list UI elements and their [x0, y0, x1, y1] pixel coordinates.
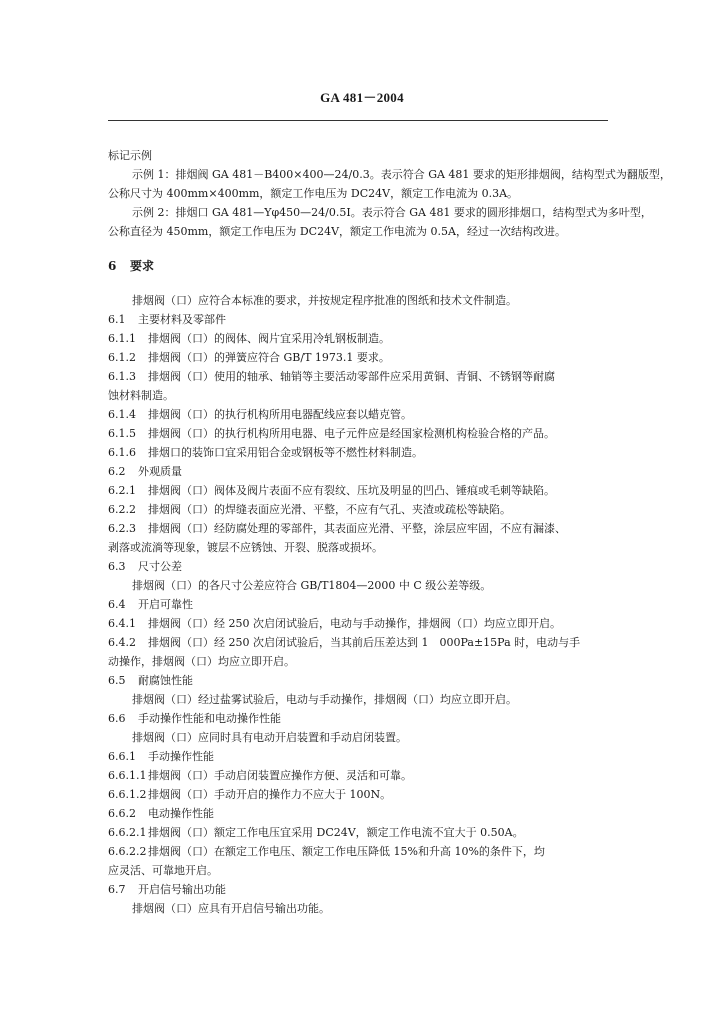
clause — [108, 576, 618, 595]
clause-line — [108, 462, 618, 481]
clause-line — [108, 310, 618, 329]
clause-line — [108, 348, 618, 367]
clause-number: 6.1.4 — [108, 408, 136, 421]
clause — [108, 595, 618, 614]
clause-text: 排烟阀（口）应具有开启信号输出功能。 — [132, 902, 330, 915]
clause-text: 排烟阀（口）经过盐雾试验后，电动与手动操作，排烟阀（口）均应立即开启。 — [132, 693, 517, 706]
clause-line — [108, 405, 618, 424]
clause-number: 6.4 — [108, 598, 126, 611]
clause-line — [108, 728, 618, 747]
clause-line — [108, 576, 618, 595]
clause — [108, 880, 618, 899]
clause-line — [108, 804, 618, 823]
clause-number: 6.2.1 — [108, 484, 136, 497]
marking-example-2-line-1: 示例 2：排烟口 GA 481—Yφ450—24/0.5I。表示符合 GA 481 要求的圆形排烟口，结构型式为多叶型， — [132, 206, 652, 219]
clause-number: 6.6.1.2 — [108, 788, 147, 801]
clause — [108, 329, 618, 348]
clause-number: 6.6.1 — [108, 750, 136, 763]
clause-line — [108, 842, 618, 861]
clause-number: 6.2.3 — [108, 522, 136, 535]
clause-text: 蚀材料制造。 — [108, 389, 174, 402]
marking-example-1-line-2: 公称尺寸为 400mm×400mm，额定工作电压为 DC24V，额定工作电流为 0.3A。 — [108, 187, 519, 200]
clause-line — [108, 329, 618, 348]
clause-text: 排烟阀（口）经 250 次启闭试验后，电动与手动操作，排烟阀（口）均应立即开启。 — [148, 617, 561, 630]
clause-text: 电动操作性能 — [148, 807, 214, 820]
clause — [108, 443, 618, 462]
clause-text: 排烟阀（口）应同时具有电动开启装置和手动启闭装置。 — [132, 731, 407, 744]
clause-text: 排烟阀（口）的阀体、阀片宜采用冷轧钢板制造。 — [148, 332, 390, 345]
clause-line — [108, 633, 618, 652]
clause-number: 6.1.5 — [108, 427, 136, 440]
clause-number: 6.1.1 — [108, 332, 136, 345]
clause-line — [108, 823, 618, 842]
clause-line — [108, 671, 618, 690]
clause-number: 6.4.2 — [108, 636, 136, 649]
clause — [108, 842, 618, 880]
clause-line — [108, 766, 618, 785]
clause-text: 排烟阀（口）在额定工作电压、额定工作电压降低 15%和升高 10%的条件下，均 — [148, 845, 545, 858]
clause-text: 开启可靠性 — [138, 598, 193, 611]
document-code-header: GA 481－2004 — [320, 90, 404, 105]
clause-number: 6.1.3 — [108, 370, 136, 383]
clause-number: 6.1.2 — [108, 351, 136, 364]
marking-example-2-line-2: 公称直径为 450mm，额定工作电压为 DC24V，额定工作电流为 0.5A，经过一次结构改进。 — [108, 225, 566, 238]
clause-number: 6.6.1.1 — [108, 769, 147, 782]
marking-example-2 — [108, 203, 652, 241]
clause-line — [108, 443, 618, 462]
marking-example-1 — [108, 165, 671, 203]
marking-example-1-line-1: 示例 1：排烟阀 GA 481－B400×400—24/0.3。表示符合 GA 481 要求的矩形排烟阀，结构型式为翻版型， — [132, 168, 671, 181]
clause — [108, 823, 618, 842]
section-6-number: 6 — [108, 259, 117, 273]
clause — [108, 747, 618, 766]
header-divider — [108, 120, 608, 121]
clause-line — [108, 519, 618, 538]
clause-text: 应灵活、可靠地开启。 — [108, 864, 218, 877]
clause-text: 手动操作性能 — [148, 750, 214, 763]
clause — [108, 367, 618, 405]
clause-list — [108, 310, 618, 918]
clause-number: 6.2 — [108, 465, 126, 478]
clause — [108, 766, 618, 785]
clause — [108, 785, 618, 804]
clause-text: 主要材料及零部件 — [138, 313, 226, 326]
clause-line — [108, 899, 618, 918]
clause-text: 排烟阀（口）的焊缝表面应光滑、平整，不应有气孔、夹渣或疏松等缺陷。 — [148, 503, 511, 516]
clause-line — [108, 785, 618, 804]
clause — [108, 348, 618, 367]
clause-text: 排烟阀（口）手动开启的操作力不应大于 100N。 — [148, 788, 392, 801]
clause-text: 排烟阀（口）经防腐处理的零部件，其表面应光滑、平整，涂层应牢固，不应有漏漆、 — [148, 522, 566, 535]
clause-number: 6.1 — [108, 313, 126, 326]
clause-text: 外观质量 — [138, 465, 182, 478]
section-6-title: 要求 — [130, 259, 155, 273]
clause-continuation-line — [108, 861, 618, 880]
clause-text: 耐腐蚀性能 — [138, 674, 193, 687]
section-6-heading — [108, 257, 618, 276]
clause — [108, 614, 618, 633]
clause-line — [108, 367, 618, 386]
clause-text: 排烟阀（口）的弹簧应符合 GB/T 1973.1 要求。 — [148, 351, 390, 364]
clause-line — [108, 481, 618, 500]
clause-number: 6.7 — [108, 883, 126, 896]
clause — [108, 519, 618, 557]
clause-line — [108, 424, 618, 443]
clause — [108, 481, 618, 500]
clause-continuation-line — [108, 538, 618, 557]
clause-number: 6.5 — [108, 674, 126, 687]
clause — [108, 500, 618, 519]
clause — [108, 899, 618, 918]
clause-continuation-line — [108, 652, 618, 671]
clause — [108, 405, 618, 424]
clause-line — [108, 614, 618, 633]
clause-number: 6.3 — [108, 560, 126, 573]
clause-number: 6.6 — [108, 712, 126, 725]
clause — [108, 462, 618, 481]
clause-text: 排烟口的装饰口宜采用铝合金或钢板等不燃性材料制造。 — [148, 446, 423, 459]
clause-line — [108, 880, 618, 899]
clause — [108, 690, 618, 709]
clause — [108, 424, 618, 443]
clause — [108, 633, 618, 671]
clause-line — [108, 747, 618, 766]
clause-text: 开启信号输出功能 — [138, 883, 226, 896]
clause-text: 尺寸公差 — [138, 560, 182, 573]
clause — [108, 671, 618, 690]
clause-text: 手动操作性能和电动操作性能 — [138, 712, 281, 725]
clause-line — [108, 690, 618, 709]
document-body — [108, 146, 671, 918]
clause-continuation-line — [108, 386, 618, 405]
clause-text: 排烟阀（口）阀体及阀片表面不应有裂纹、压坑及明显的凹凸、锤痕或毛刺等缺陷。 — [148, 484, 555, 497]
clause — [108, 709, 618, 728]
section-6-intro: 排烟阀（口）应符合本标准的要求，并按规定程序批准的图纸和技术文件制造。 — [132, 294, 517, 307]
clause-text: 排烟阀（口）额定工作电压宜采用 DC24V，额定工作电流不宜大于 0.50A。 — [148, 826, 524, 839]
clause-text: 排烟阀（口）的执行机构所用电器配线应套以蜡克管。 — [148, 408, 412, 421]
clause-number: 6.1.6 — [108, 446, 136, 459]
clause-number: 6.2.2 — [108, 503, 136, 516]
clause — [108, 557, 618, 576]
clause-number: 6.6.2 — [108, 807, 136, 820]
marking-heading: 标记示例 — [108, 149, 152, 162]
clause-text: 排烟阀（口）的执行机构所用电器、电子元件应是经国家检测机构检验合格的产品。 — [148, 427, 555, 440]
clause — [108, 804, 618, 823]
clause-text: 动操作，排烟阀（口）均应立即开启。 — [108, 655, 295, 668]
clause-text: 排烟阀（口）手动启闭装置应操作方便、灵活和可靠。 — [148, 769, 412, 782]
clause — [108, 728, 618, 747]
clause-text: 排烟阀（口）的各尺寸公差应符合 GB/T1804—2000 中 C 级公差等级。 — [132, 579, 492, 592]
clause-text: 排烟阀（口）经 250 次启闭试验后，当其前后压差达到 1 000Pa±15Pa 时，电动与手 — [148, 636, 581, 649]
clause-number: 6.4.1 — [108, 617, 136, 630]
clause-line — [108, 709, 618, 728]
clause-text: 剥落或流淌等现象，镀层不应锈蚀、开裂、脱落或损坏。 — [108, 541, 383, 554]
clause-number: 6.6.2.1 — [108, 826, 147, 839]
clause-line — [108, 500, 618, 519]
clause-text: 排烟阀（口）使用的轴承、轴销等主要活动零部件应采用黄铜、青铜、不锈钢等耐腐 — [148, 370, 555, 383]
clause-line — [108, 595, 618, 614]
clause-line — [108, 557, 618, 576]
clause-number: 6.6.2.2 — [108, 845, 147, 858]
clause — [108, 310, 618, 329]
